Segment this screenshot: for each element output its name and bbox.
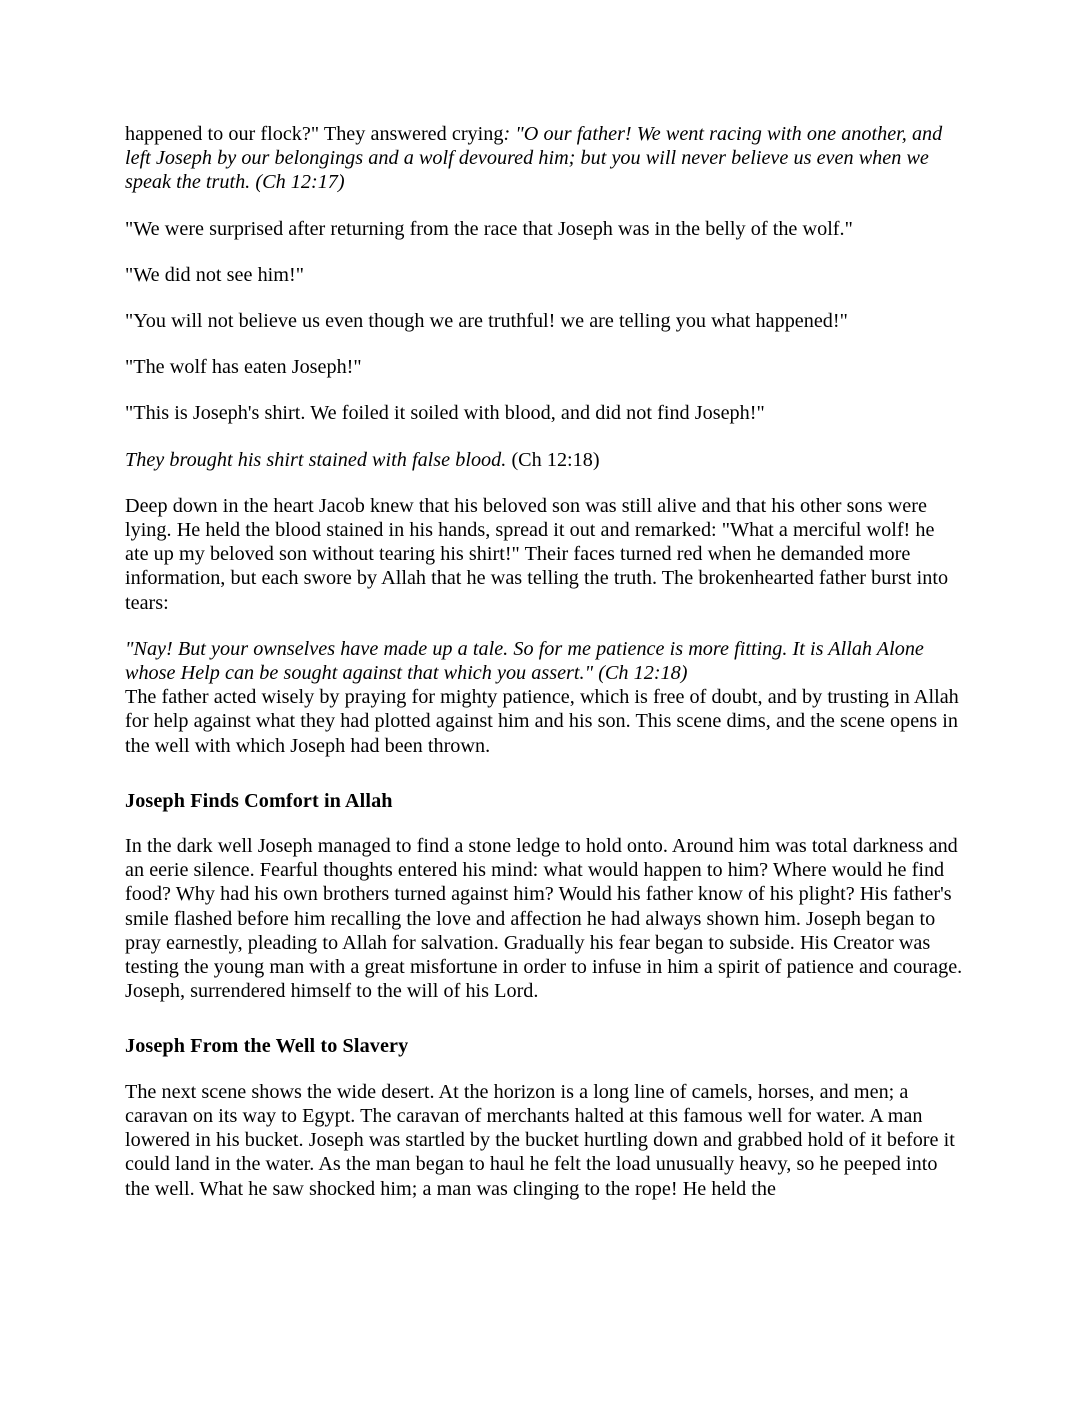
paragraph-answered-crying [125,122,963,195]
paragraph-deep-down: Deep down in the heart Jacob knew that his beloved son was still alive and that his other sons were lying. He held the blood stained in his hands, spread it out and remarked: "What a merciful wolf! he ate up my beloved son without tearing his shirt!" Their faces turned red when he demanded more information, but each swore by Allah that he was telling the truth. The brokenhearted father burst into tears: [125,494,949,614]
heading-spacer-comfort [125,779,963,789]
quote-truthful: "You will not believe us even though we are truthful! we are telling you what happened!" [125,310,848,333]
paragraph-roman-lead: happened to our flock?" They answered crying [125,123,504,145]
heading-spacer-slavery [125,1024,963,1034]
document-text-column [125,122,963,1201]
quote-surprised: "We were surprised after returning from the race that Joseph was in the belly of the wolf." [125,217,853,240]
verse-reference: (Ch 12:18) [506,448,600,471]
quote-wolf-eaten: "The wolf has eaten Joseph!" [125,356,362,379]
verse-nay: "Nay! But your ownselves have made up a tale. So for me patience is more fitting. It is Allah Alone whose Help can be sought against that which you assert." (Ch 12:18) [125,637,924,685]
verse-shirt-stained [125,448,963,472]
heading-joseph-well-to-slavery: Joseph From the Well to Slavery [125,1035,409,1058]
quote-did-not-see: "We did not see him!" [125,263,304,286]
paragraph-next-scene: The next scene shows the wide desert. At the horizon is a long line of camels, horses, and men; a caravan on its way to Egypt. The caravan of merchants halted at this famous well for water. A man lowered in his bucket. Joseph was startled by the bucket hurtling down and grabbed hold of it before it could land in the water. As the man began to haul he felt the load unusually heavy, so he peeped into the well. What he saw shocked him; a man was clinging to the rope! He held the [125,1080,955,1200]
quote-shirt: "This is Joseph's shirt. We foiled it soiled with blood, and did not find Joseph!" [125,402,765,425]
paragraph-dark-well: In the dark well Joseph managed to find a stone ledge to hold onto. Around him was total darkness and an eerie silence. Fearful thoughts entered his mind: what would happen to him? Where would he find food? Why had his own brothers turned against him? Would his father know of his plight? His father's smile flashed before him recalling the love and affection he had always shown him. Joseph began to pray earnestly, pleading to Allah for salvation. Gradually his fear began to subside. His Creator was testing the young man with a great misfortune in order to infuse in him a spirit of patience and courage. Joseph, surrendered himself to the will of his Lord. [125,835,963,1003]
verse-italic-text: They brought his shirt stained with false blood. [125,448,507,471]
paragraph-father-acted: The father acted wisely by praying for mighty patience, which is free of doubt, and by trusting in Allah for help against what they had plotted against him and his son. This scene dims, and the scene opens in the well with which Joseph had been thrown. [125,686,959,757]
heading-joseph-finds-comfort: Joseph Finds Comfort in Allah [125,789,393,812]
paragraph-italic-quote: : "O our father! We went racing with one another, and left Joseph by our belongings and a wolf devoured him; but you will never believe us even when we speak the truth. (Ch 12:17) [125,123,943,194]
